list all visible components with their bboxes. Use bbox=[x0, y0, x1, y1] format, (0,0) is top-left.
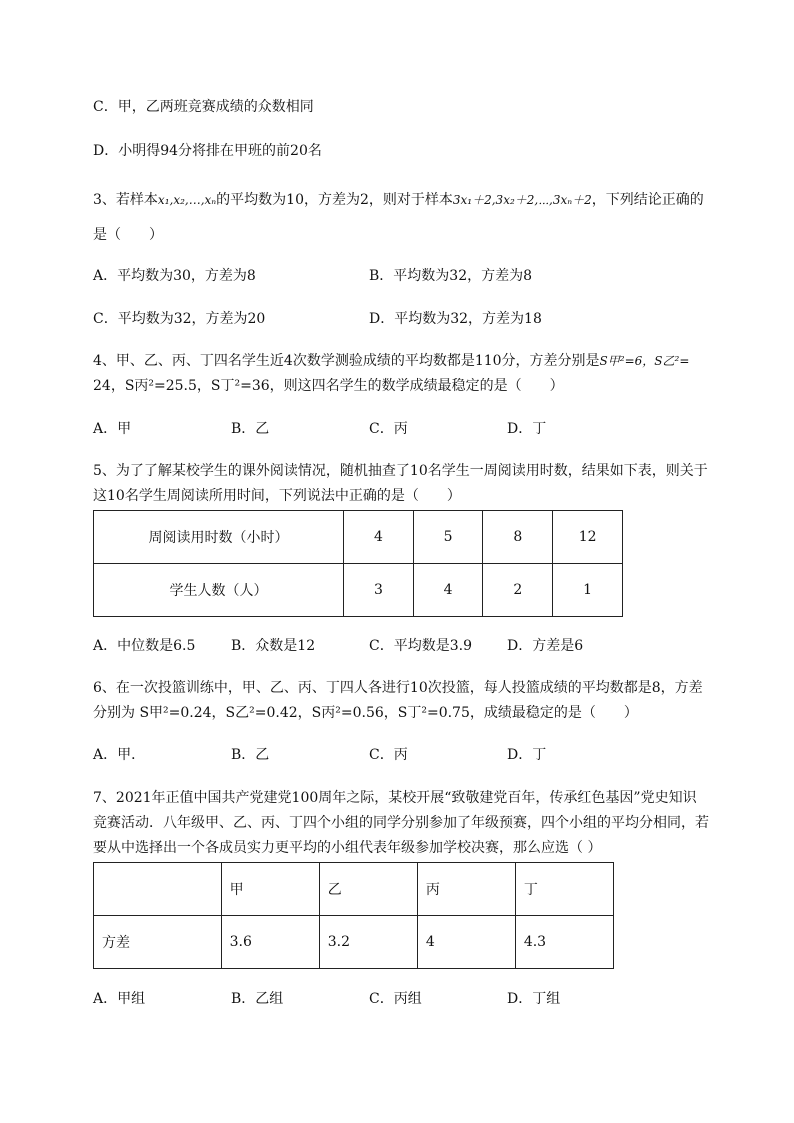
q5-table-label-hours: 周阅读用时数（小时） bbox=[94, 511, 344, 564]
q5-table-cell: 3 bbox=[344, 564, 414, 617]
q3-sample2: 3x₁＋2,3x₂＋2,⋯,3xₙ＋2 bbox=[452, 193, 592, 207]
q6-option-a: A．甲． bbox=[93, 747, 146, 763]
q7-table-header-cell: 乙 bbox=[319, 863, 417, 916]
q7-table-cell: 4.3 bbox=[515, 916, 613, 969]
q7-table-header-cell: 丙 bbox=[417, 863, 515, 916]
q5-option-d: D．方差是6 bbox=[507, 638, 584, 654]
q5-option-c: C．平均数是3.9 bbox=[369, 638, 472, 654]
q5-table-label-students: 学生人数（人） bbox=[94, 564, 344, 617]
q7-table-header-row bbox=[94, 863, 614, 916]
q5-table-row-students bbox=[94, 564, 623, 617]
q5-table-cell: 12 bbox=[553, 511, 623, 564]
q5-line1: 5、为了了解某校学生的课外阅读情况，随机抽查了10名学生一周阅读用时数，结果如下表，则关于 bbox=[93, 463, 708, 479]
q3-line1 bbox=[93, 190, 704, 210]
q4-line2: 24，S丙²=25.5，S丁²=36，则这四名学生的数学成绩最稳定的是（ ） bbox=[93, 378, 564, 394]
q7-table-variance-row bbox=[94, 916, 614, 969]
q3-option-c: C．平均数为32，方差为20 bbox=[93, 311, 266, 327]
q7-table-cell: 4 bbox=[417, 916, 515, 969]
q6-option-d: D．丁 bbox=[507, 747, 547, 763]
q5-table-cell: 5 bbox=[413, 511, 483, 564]
q5-table-cell: 4 bbox=[344, 511, 414, 564]
q7-table-row-label: 方差 bbox=[94, 916, 222, 969]
q6-line2: 分别为 S甲²=0.24，S乙²=0.42，S丙²=0.56，S丁²=0.75，成绩最稳定的是（ ） bbox=[93, 705, 638, 721]
q7-option-c: C．丙组 bbox=[369, 991, 422, 1007]
q4-s-jia: S甲²=6， bbox=[599, 354, 655, 368]
q3-line2: 是（ ） bbox=[93, 227, 163, 243]
q3-sample1: x₁,x₂,…,xₙ bbox=[157, 193, 217, 207]
q5-table bbox=[93, 510, 623, 617]
q5-option-a: A．中位数是6.5 bbox=[93, 638, 196, 654]
q5-table-row-hours bbox=[94, 511, 623, 564]
q7-table-cell: 3.2 bbox=[319, 916, 417, 969]
q4-option-b: B．乙 bbox=[231, 421, 270, 437]
q7-table-cell: 3.6 bbox=[221, 916, 319, 969]
prev-option-d: D．小明得94分将排在甲班的前20名 bbox=[93, 143, 322, 159]
q7-line3: 要从中选择出一个各成员实力更平均的小组代表年级参加学校决赛，那么应选（ ） bbox=[93, 840, 602, 856]
q4-s-yi: S乙²= bbox=[654, 354, 690, 368]
q4-line1-text: 4、甲、乙、丙、丁四名学生近4次数学测验成绩的平均数都是110分，方差分别是 bbox=[93, 353, 600, 369]
q3-option-b: B．平均数为32，方差为8 bbox=[369, 268, 533, 284]
q5-option-b: B．众数是12 bbox=[231, 638, 316, 654]
q7-table-header-cell: 甲 bbox=[221, 863, 319, 916]
q3-option-a: A．平均数为30，方差为8 bbox=[93, 268, 256, 284]
q3-pre: 3、若样本 bbox=[93, 192, 158, 208]
q7-option-b: B．乙组 bbox=[231, 991, 284, 1007]
q7-line2: 竞赛活动．八年级甲、乙、丙、丁四个小组的同学分别参加了年级预赛，四个小组的平均分相同，若 bbox=[93, 815, 709, 831]
q5-table-cell: 4 bbox=[413, 564, 483, 617]
q3-mid: 的平均数为10，方差为2，则对于样本 bbox=[216, 192, 453, 208]
q4-option-d: D．丁 bbox=[507, 421, 547, 437]
q6-line1: 6、在一次投篮训练中，甲、乙、丙、丁四人各进行10次投篮，每人投篮成绩的平均数都是8，方差 bbox=[93, 680, 703, 696]
q7-table bbox=[93, 862, 614, 969]
q4-option-a: A．甲 bbox=[93, 421, 132, 437]
q7-line1: 7、2021年正值中国共产党建党100周年之际，某校开展“致敬建党百年，传承红色基因”党史知识 bbox=[93, 790, 697, 806]
q3-post: ，下列结论正确的 bbox=[591, 192, 704, 208]
q5-line2: 这10名学生周阅读所用时间，下列说法中正确的是（ ） bbox=[93, 488, 461, 504]
q6-option-c: C．丙 bbox=[369, 747, 408, 763]
q5-table-cell: 2 bbox=[483, 564, 553, 617]
q4-option-c: C．丙 bbox=[369, 421, 408, 437]
q5-table-cell: 1 bbox=[553, 564, 623, 617]
q4-line1 bbox=[93, 351, 689, 371]
q7-option-a: A．甲组 bbox=[93, 991, 146, 1007]
q3-option-d: D．平均数为32，方差为18 bbox=[369, 311, 542, 327]
q7-table-header-cell bbox=[94, 863, 222, 916]
q7-table-header-cell: 丁 bbox=[515, 863, 613, 916]
prev-option-c: C．甲，乙两班竞赛成绩的众数相同 bbox=[93, 99, 314, 115]
q7-option-d: D．丁组 bbox=[507, 991, 561, 1007]
q6-option-b: B．乙 bbox=[231, 747, 270, 763]
q5-table-cell: 8 bbox=[483, 511, 553, 564]
